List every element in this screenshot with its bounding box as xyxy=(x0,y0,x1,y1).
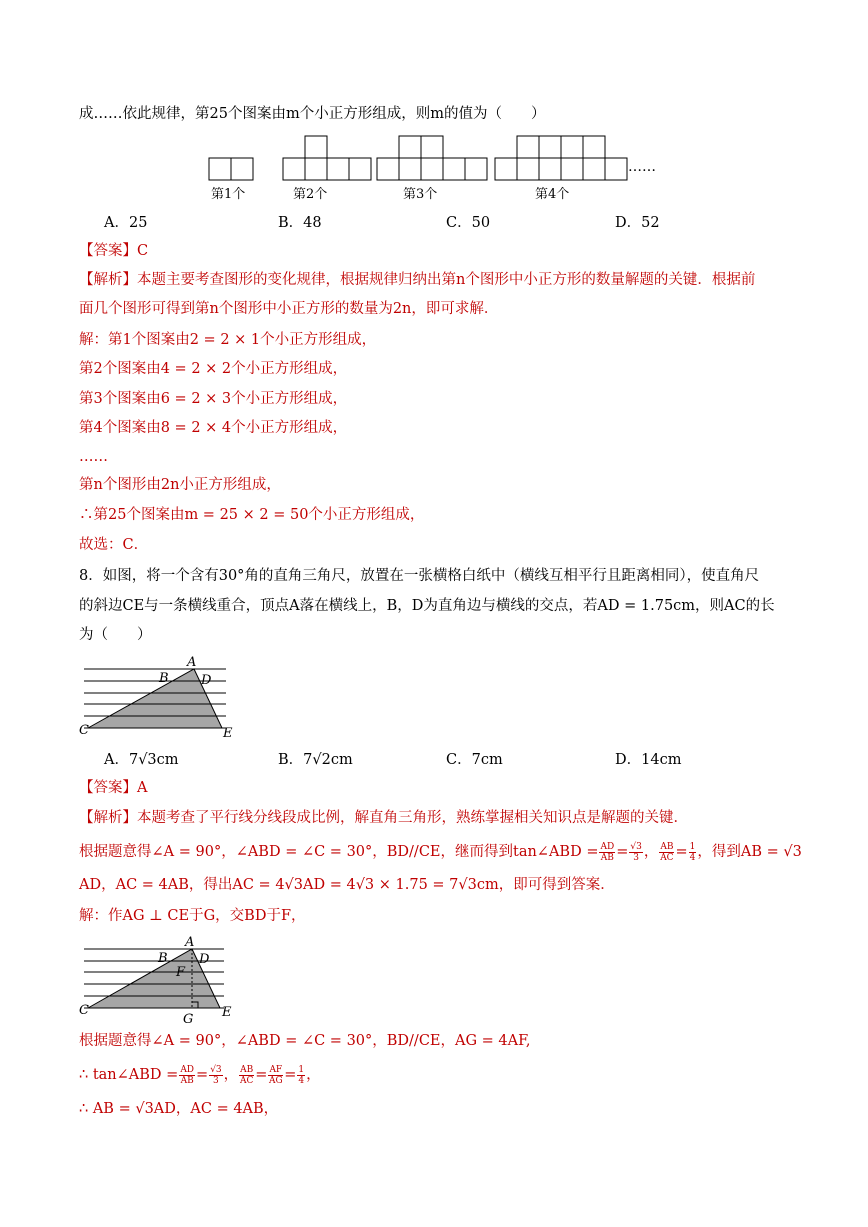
fig-label-1: 第1个 xyxy=(211,187,246,202)
q7-solution-7: ∴第25个图案由m = 25 × 2 = 50个小正方形组成， xyxy=(79,507,425,523)
label-g: G xyxy=(183,1012,194,1027)
q7-solution-8: 故选：C． xyxy=(79,537,149,553)
q7-solution-6: 第n个图形由2n小正方形组成， xyxy=(79,477,281,493)
q8-solution-2: 根据题意得∠A = 90°，∠ABD = ∠C = 30°，BD//CE，AG = 4AF, xyxy=(79,1033,531,1049)
fraction: $\frac{√3}{3}$ xyxy=(630,841,642,863)
q8-stem-1: 8．如图，将一个含有30°角的直角三角尺，放置在一张横格白纸中（横线互相平行且距离相同），使直角尺 xyxy=(79,568,760,584)
fraction: $\frac{AB}{AC}$ xyxy=(240,1064,254,1086)
q7-solution-4: 第4个图案由8 = 2 × 4个小正方形组成， xyxy=(79,420,348,436)
q8-figure-1 xyxy=(76,654,246,744)
q7-choice-d: D．52 xyxy=(615,215,660,231)
label-b: B xyxy=(158,951,168,966)
q8-stem-3: 为（ ） xyxy=(79,627,152,643)
fig-label-4: 第4个 xyxy=(535,187,570,202)
q8-choice-c: C．7cm xyxy=(446,752,503,768)
label-d: D xyxy=(199,952,210,967)
fraction: $\frac{1}{4}$ xyxy=(298,1064,305,1086)
q7-analysis-1: 【解析】本题主要考查图形的变化规律，根据规律归纳出第n个图形中小正方形的数量解题的关键．根据前 xyxy=(79,272,756,288)
q8-choice-d: D．14cm xyxy=(615,752,682,768)
fig-label-3: 第3个 xyxy=(403,187,438,202)
q8-figure-2 xyxy=(76,935,246,1025)
q7-pattern-figure xyxy=(200,133,680,203)
fraction: $\frac{AD}{AB}$ xyxy=(600,841,615,863)
fraction: $\frac{AB}{AC}$ xyxy=(660,841,674,863)
q7-solution-2: 第2个图案由4 = 2 × 2个小正方形组成， xyxy=(79,361,348,377)
q8-analysis-3: AD，AC = 4AB，得出AC = 4√3AD = 4√3 × 1.75 = 7√3cm，即可得到答案． xyxy=(79,877,615,893)
q7-stem: 成……依此规律，第25个图案由m个小正方形组成，则m的值为（ ） xyxy=(79,106,546,122)
q7-analysis-2: 面几个图形可得到第n个图形中小正方形的数量为2n，即可求解． xyxy=(79,301,499,317)
q7-solution-5: …… xyxy=(79,449,108,465)
label-f: F xyxy=(176,965,186,980)
fig-label-2: 第2个 xyxy=(293,187,328,202)
q7-solution-3: 第3个图案由6 = 2 × 3个小正方形组成， xyxy=(79,391,348,407)
fraction: $\frac{AD}{AB}$ xyxy=(180,1064,195,1086)
label-e: E xyxy=(223,726,233,741)
label-a: A xyxy=(187,655,197,670)
fraction: $\frac{1}{4}$ xyxy=(689,841,696,863)
fraction: $\frac{√3}{3}$ xyxy=(210,1064,222,1086)
label-c: C xyxy=(79,723,89,738)
q7-answer: 【答案】C xyxy=(79,243,149,259)
q8-answer: 【答案】A xyxy=(79,780,148,796)
label-a: A xyxy=(185,935,195,950)
q8-choice-a: A．7√3cm xyxy=(104,752,179,768)
q7-choice-c: C．50 xyxy=(446,215,491,231)
fig-ellipsis: …… xyxy=(628,159,656,175)
label-c: C xyxy=(79,1003,89,1018)
q8-solution-3: ∴ tan∠ABD = $\frac{AD}{AB}$ = $\frac{√3}{3}$ ， $\frac{AB}{AC}$ = $\frac{AF}{AG}$ = $\frac{1}{4}$ ， xyxy=(79,1064,321,1086)
fraction: $\frac{AF}{AG}$ xyxy=(268,1064,283,1086)
label-e: E xyxy=(222,1005,232,1020)
q8-solution-4: ∴ AB = √3AD，AC = 4AB， xyxy=(79,1101,279,1117)
q8-analysis-2: 根据题意得∠A = 90°，∠ABD = ∠C = 30°，BD//CE，继而得到tan∠ABD = $\frac{AD}{AB}$ = $\frac{√3}{3}$ ， $\frac{AB}{AC}$ = $\frac{1}{4}$ ，得到AB = √3 xyxy=(79,841,802,863)
label-d: D xyxy=(201,673,212,688)
q7-solution-1: 解：第1个图案由2 = 2 × 1个小正方形组成， xyxy=(79,332,377,348)
q8-solution-1: 解：作AG ⊥ CE于G，交BD于F， xyxy=(79,908,306,924)
label-b: B xyxy=(159,671,169,686)
q8-stem-2: 的斜边CE与一条横线重合，顶点A落在横线上，B，D为直角边与横线的交点，若AD = 1.75cm，则AC的长 xyxy=(79,598,775,614)
q8-analysis-1: 【解析】本题考查了平行线分线段成比例，解直角三角形，熟练掌握相关知识点是解题的关键． xyxy=(79,810,688,826)
q7-choice-b: B．48 xyxy=(278,215,322,231)
q8-choice-b: B．7√2cm xyxy=(278,752,353,768)
q7-choice-a: A．25 xyxy=(104,215,148,231)
